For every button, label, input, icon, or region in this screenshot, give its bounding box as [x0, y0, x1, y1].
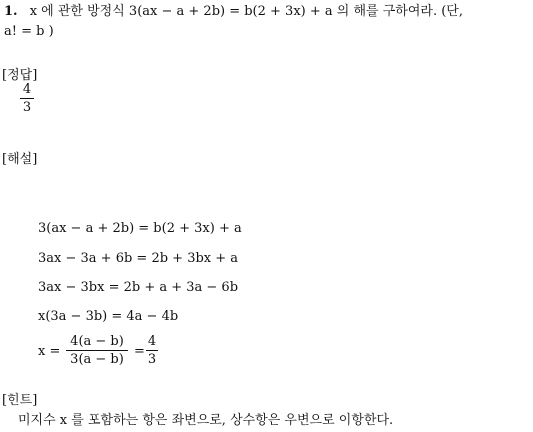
answer-numerator: 4 [22, 82, 32, 97]
solution-step-3: 3ax − 3bx = 2b + a + 3a − 6b [38, 280, 239, 295]
final-fraction-1-numerator: 4(a − b) [70, 334, 124, 349]
fraction-bar [20, 98, 34, 99]
solution-step-4: x(3a − 3b) = 4a − 4b [38, 309, 179, 324]
final-fraction-2 [146, 334, 158, 367]
solution-label: [해설] [2, 152, 38, 167]
solution-step-2: 3ax − 3a + 6b = 2b + 3bx + a [38, 251, 239, 266]
solution-step-1: 3(ax − a + 2b) = b(2 + 3x) + a [38, 221, 242, 236]
answer-fraction [20, 82, 34, 115]
hint-text: 미지수 x 를 포함하는 항은 좌변으로, 상수항은 우변으로 이항한다. [18, 413, 394, 428]
final-fraction-1 [66, 334, 128, 367]
answer-denominator: 3 [22, 100, 32, 115]
problem-statement [4, 4, 463, 20]
fraction-bar [66, 350, 128, 351]
problem-line-1: x 에 관한 방정식 3(ax − a + 2b) = b(2 + 3x) + a 의 해를 구하여라. (단, [29, 4, 463, 19]
fraction-bar [146, 350, 158, 351]
final-equals: = [134, 344, 145, 359]
final-fraction-1-denominator: 3(a − b) [70, 352, 124, 367]
final-lhs: x = [38, 344, 61, 359]
problem-number: 1. [4, 4, 18, 19]
problem-line-2: a! = b ) [4, 24, 54, 39]
answer-label: [정답] [2, 68, 38, 83]
hint-label: [힌트] [2, 393, 38, 408]
final-fraction-2-denominator: 3 [147, 352, 157, 367]
final-fraction-2-numerator: 4 [147, 334, 157, 349]
